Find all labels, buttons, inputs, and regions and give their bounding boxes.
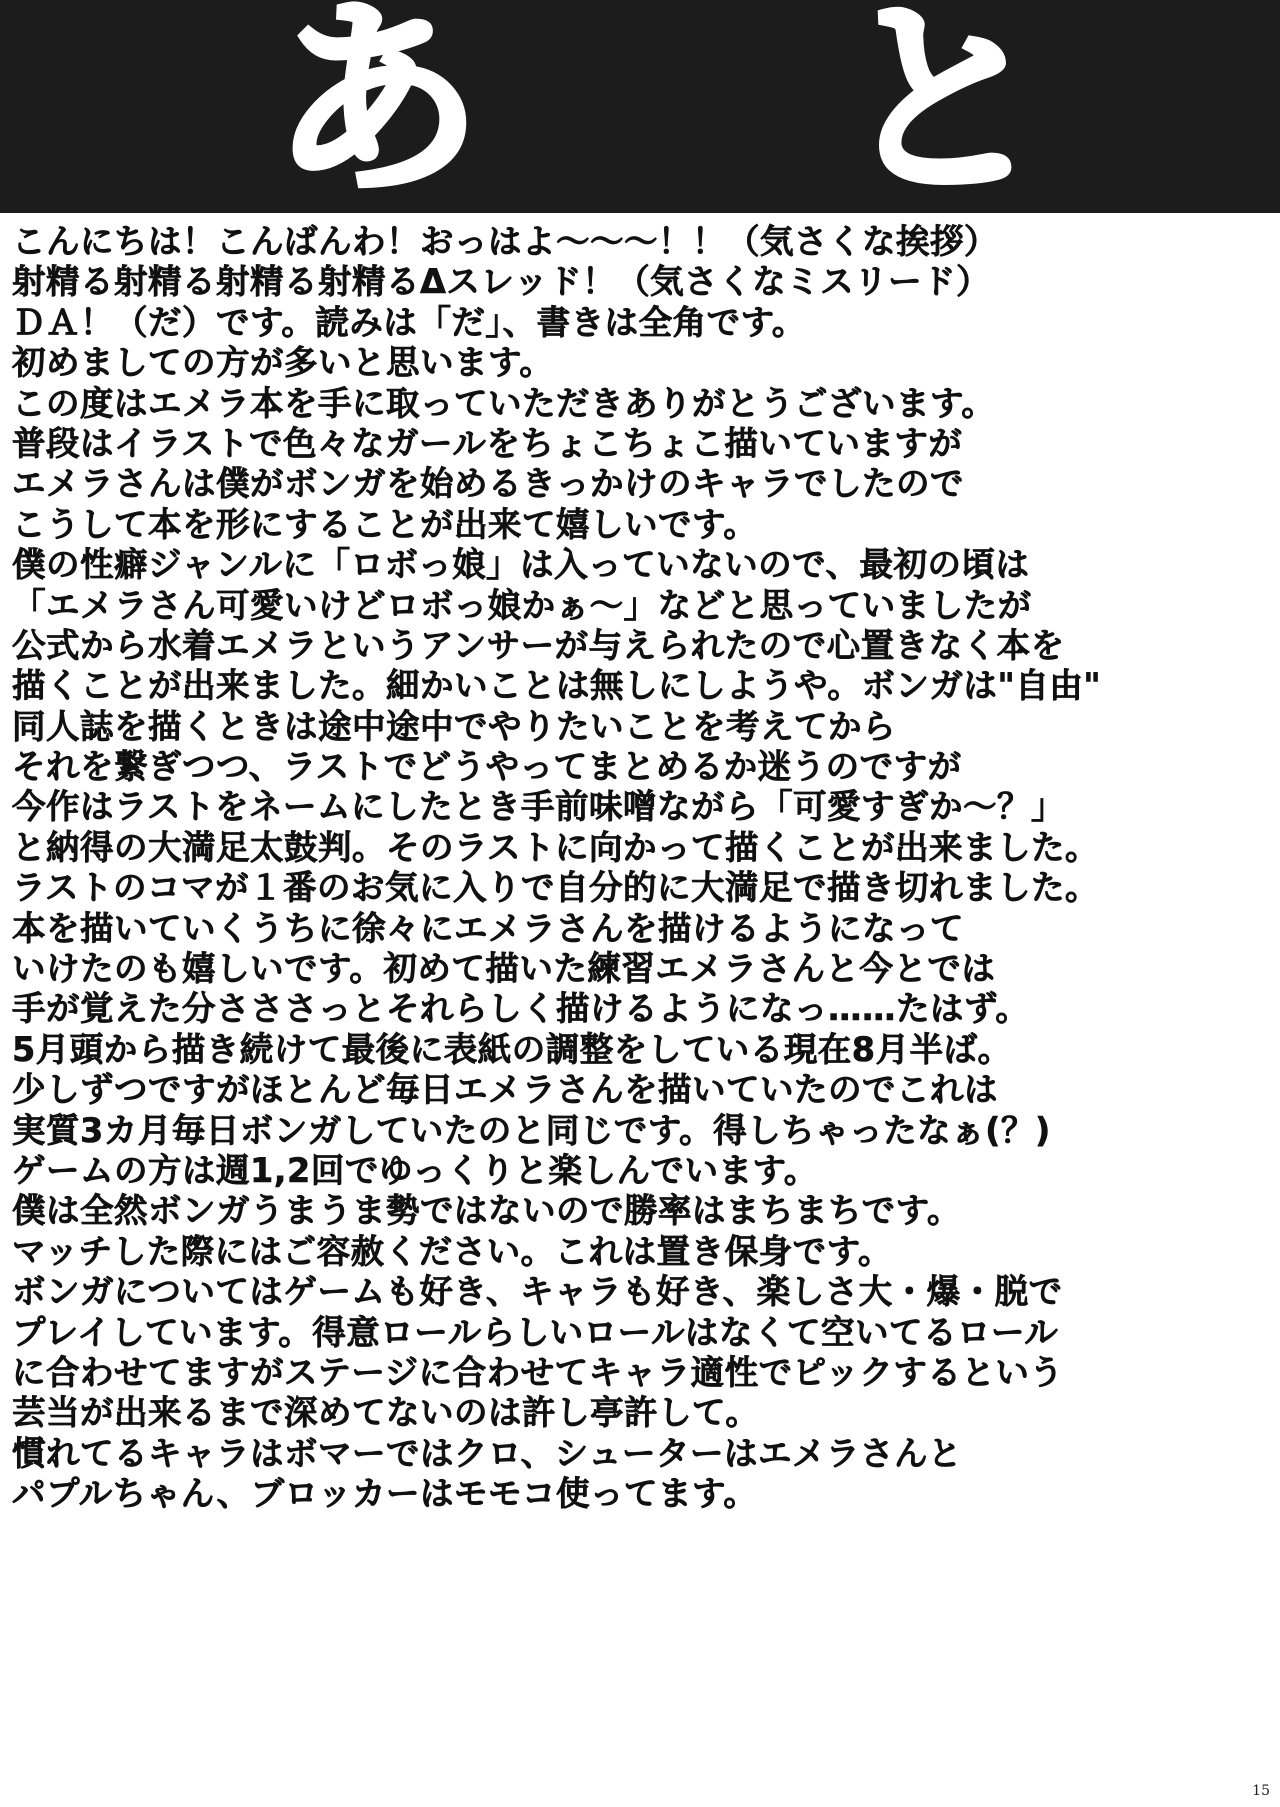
title-banner (0, 0, 1280, 223)
text-line: パプルちゃん、ブロッカーはモモコ使ってます。 (12, 1474, 758, 1514)
text-line: 手が覚えた分さささっとそれらしく描けるようになっ……たはず。 (12, 989, 1030, 1029)
text-line: 少しずつですがほとんど毎日エメラさんを描いていたのでこれは (12, 1070, 998, 1110)
text-line: 普段はイラストで色々なガールをちょこちょこ描いていますが (12, 423, 963, 463)
text-line: ボンガについてはゲームも好き、キャラも好き、楽しさ大・爆・脱で (12, 1272, 1063, 1312)
page-number: 15 (1252, 1783, 1270, 1799)
text-line: 描くことが出来ました。細かいことは無しにしようや。ボンガは"自由" (12, 666, 1102, 706)
text-line: 慣れてるキャラはボマーではクロ、シューターはエメラさんと (12, 1433, 962, 1473)
text-line: 初めましての方が多いと思います。 (12, 343, 554, 383)
text-line: ラストのコマが１番のお気に入りで自分的に大満足で描き切れました。 (12, 868, 1099, 908)
text-line: いけたのも嬉しいです。初めて描いた練習エメラさんと今とでは (12, 949, 996, 989)
afterword-text (12, 222, 1274, 1515)
text-line: 5月頭から描き続けて最後に表紙の調整をしている現在8月半ば。 (12, 1029, 1012, 1069)
text-line: に合わせてますがステージに合わせてキャラ適性でピックするという (12, 1352, 1064, 1392)
text-line: ＤＡ！（だ）です。読みは「だ」、書きは全角です。 (12, 302, 806, 342)
text-line: 実質3カ月毎日ボンガしていたのと同じです。得しちゃったなぁ(？) (12, 1110, 1051, 1150)
text-line: 芸当が出来るまで深めてないのは許し亭許して。 (12, 1393, 760, 1433)
title-char-a: あ (272, 0, 483, 223)
text-line: こんにちは！こんばんわ！おっはよ〜〜〜！！（気さくな挨拶） (12, 222, 998, 261)
text-line: ゲームの方は週1,2回でゆっくりと楽しんでいます。 (12, 1150, 818, 1190)
text-line: と納得の大満足太鼓判。そのラストに向かって描くことが出来ました。 (12, 827, 1099, 867)
text-line: 公式から水着エメラというアンサーが与えられたので心置きなく本を (12, 625, 1065, 665)
title-char-to: と (838, 0, 1049, 223)
text-line: エメラさんは僕がボンガを始めるきっかけのキャラでしたので (12, 464, 964, 504)
text-line: それを繋ぎつつ、ラストでどうやってまとめるか迷うのですが (12, 747, 962, 787)
text-line: この度はエメラ本を手に取っていただきありがとうございます。 (12, 383, 996, 423)
text-line: こうして本を形にすることが出来て嬉しいです。 (12, 504, 758, 544)
text-line: 僕の性癖ジャンルに「ロボっ娘」は入っていないので、最初の頃は (12, 545, 1030, 585)
text-line: 本を描いていくうちに徐々にエメラさんを描けるようになって (12, 908, 964, 948)
text-line: 僕は全然ボンガうまうま勢ではないので勝率はまちまちです。 (12, 1191, 961, 1231)
text-line: 同人誌を描くときは途中途中でやりたいことを考えてから (12, 706, 896, 746)
text-line: 「エメラさん可愛いけどロボっ娘かぁ〜」などと思っていましたが (12, 585, 1032, 625)
text-line: プレイしています。得意ロールらしいロールはなくて空いてるロール (12, 1312, 1059, 1352)
text-line: 今作はラストをネームにしたとき手前味噌ながら「可愛すぎか〜？」 (12, 787, 1065, 827)
text-line: 射精る射精る射精る射精るΔスレッド！（気さくなミスリード） (12, 262, 991, 302)
text-line: マッチした際にはご容赦ください。これは置き保身です。 (12, 1231, 892, 1271)
